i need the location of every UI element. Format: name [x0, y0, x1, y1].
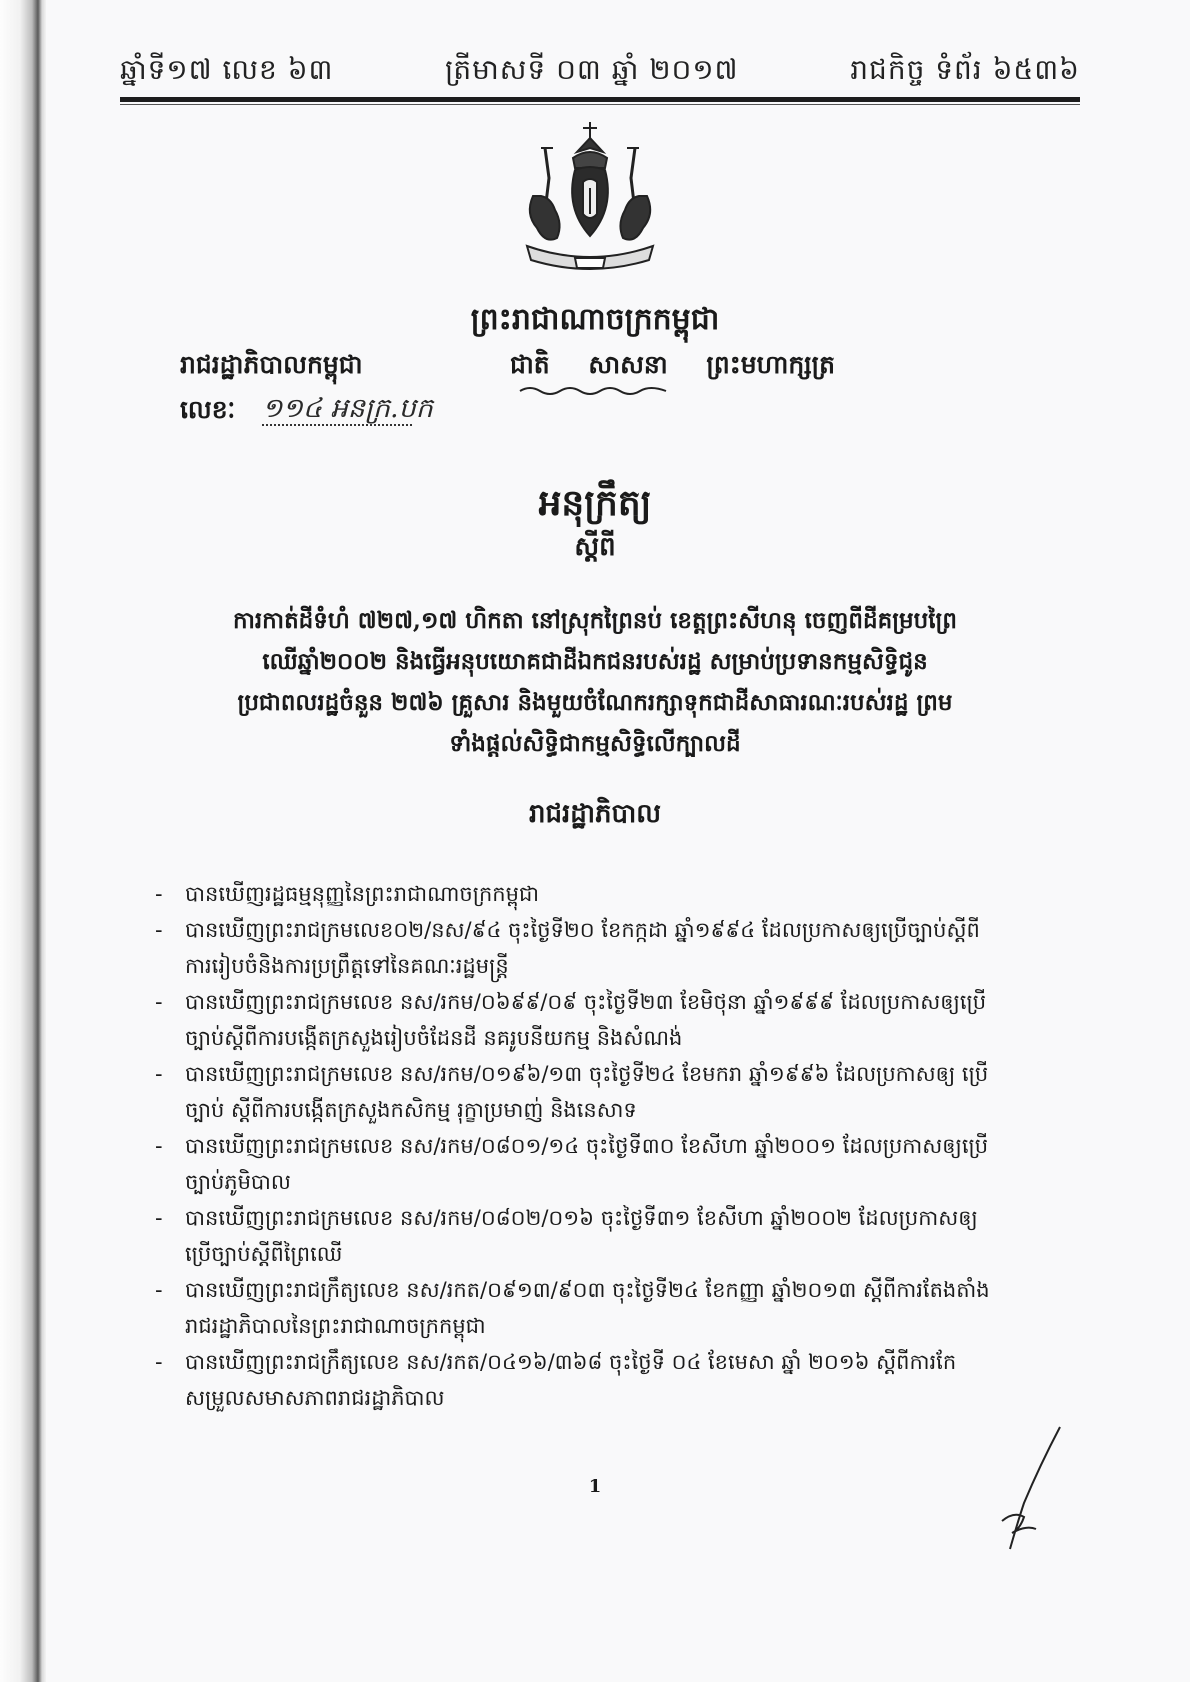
list-item: - បានឃើញព្រះរាជក្រមលេខ០២/នស/៩៤ ចុះថ្ងៃទី២០ ខែកក្កដា ឆ្នាំ១៩៩៤ ដែលប្រកាសឲ្យប្រើច្បាប់ស្តីពី ការរៀបចំនិងការប្រព្រឹត្តទៅនៃគណៈរដ្ឋមន្ត្រី — [155, 918, 980, 978]
document-title: អនុក្រឹត្យ — [538, 482, 652, 524]
gazette-header — [120, 52, 1080, 92]
subject-line: ឈើឆ្នាំ២០០២ និងធ្វើអនុបយោគជាដីឯកជនរបស់រដ្ឋ សម្រាប់ប្រទានកម្មសិទ្ធិជូន — [262, 648, 928, 675]
considerations-list — [155, 876, 1050, 1416]
list-item: - បានឃើញព្រះរាជក្រឹត្យលេខ នស/រកត/០៤១៦/៣៦៨ ចុះថ្ងៃទី ០៤ ខែមេសា ឆ្នាំ ២០១៦ ស្តីពីការកែ សម្រួលសមាសភាពរាជរដ្ឋាភិបាល — [155, 1350, 957, 1410]
motto-flourish — [518, 384, 668, 398]
gazette-year-issue: ឆ្នាំទី១៧ លេខ ៦៣ — [120, 53, 334, 86]
scan-binding-shadow — [0, 0, 46, 1682]
kingdom-name: ព្រះរាជាណាចក្រកម្ពុជា — [470, 302, 720, 337]
list-item: - បានឃើញព្រះរាជក្រមលេខ នស/រកម/០៨០១/១៤ ចុះថ្ងៃទី៣០ ខែសីហា ឆ្នាំ២០០១ ដែលប្រកាសឲ្យប្រើ ច្បាប់ភូមិបាល — [155, 1134, 989, 1194]
list-item: - បានឃើញព្រះរាជក្រមលេខ នស/រកម/០៨០២/០១៦ ចុះថ្ងៃទី៣១ ខែសីហា ឆ្នាំ២០០២ ដែលប្រកាសឲ្យ ប្រើច្បាប់ស្តីពីព្រៃឈើ — [155, 1206, 978, 1266]
list-item: - បានឃើញព្រះរាជក្រមលេខ នស/រកម/០១៩៦/១៣ ចុះថ្ងៃទី២៤ ខែមករា ឆ្នាំ១៩៩៦ ដែលប្រកាសឲ្យ ប្រើ ច្បាប់ ស្តីពីការបង្កើតក្រសួងកសិកម្ម រុក្ខាប្រមាញ់ និងនេសាទ — [155, 1062, 989, 1122]
subject-line: ទាំងផ្តល់សិទ្ធិជាកម្មសិទ្ធិលើក្បាលដី — [449, 730, 741, 757]
subject-line: ការកាត់ដីទំហំ ៧២៧,១៧ ហិកតា នៅស្រុកព្រៃនប់ ខេត្តព្រះសីហនុ ចេញពីដីគម្របព្រៃ — [232, 607, 957, 634]
page-number: 1 — [588, 1476, 602, 1497]
list-item: - បានឃើញរដ្ឋធម្មនុញ្ញនៃព្រះរាជាណាចក្រកម្ពុជា — [155, 882, 539, 906]
list-item: - បានឃើញព្រះរាជក្រឹត្យលេខ នស/រកត/០៩១៣/៩០៣ ចុះថ្ងៃទី២៤ ខែកញ្ញា ឆ្នាំ២០១៣ ស្តីពីការតែងតាំង រាជរដ្ឋាភិបាលនៃព្រះរាជាណាចក្រកម្ពុជា — [155, 1278, 990, 1338]
subject-line: ប្រជាពលរដ្ឋចំនួន ២៧៦ គ្រួសារ និងមួយចំណែករក្សាទុកជាដីសាធារណៈរបស់រដ្ឋ ព្រម — [237, 689, 953, 716]
government-name: រាជរដ្ឋាភិបាលកម្ពុជា — [180, 350, 363, 379]
gazette-date: ត្រីមាសទី ០៣ ឆ្នាំ ២០១៧ — [445, 53, 739, 86]
document-number-handwritten: ១១៤ អនក្រ.បក — [262, 393, 433, 424]
document-number-label: លេខៈ — [180, 395, 236, 424]
handwritten-signature — [990, 1425, 1070, 1555]
list-item: - បានឃើញព្រះរាជក្រមលេខ នស/រកម/០៦៩៩/០៩ ចុះថ្ងៃទី២៣ ខែមិថុនា ឆ្នាំ១៩៩៩ ដែលប្រកាសឲ្យប្រើ ច្បាប់ស្តីពីការបង្កើតក្រសួងរៀបចំដែនដី នគរូបនីយកម្ម និងសំណង់ — [155, 990, 987, 1050]
document-subtitle: ស្តីពី — [574, 532, 616, 562]
document-subject — [155, 600, 1035, 764]
national-motto: ជាតិ សាសនា ព្រះមហាក្សត្រ — [510, 350, 835, 379]
header-rule-thin — [120, 104, 1080, 105]
royal-arms-emblem — [515, 118, 665, 286]
council-heading: រាជរដ្ឋាភិបាល — [528, 799, 662, 829]
number-dotted-line — [262, 424, 412, 426]
header-rule — [120, 97, 1080, 102]
gazette-page: រាជកិច្ច ទំព័រ ៦៥៣៦ — [850, 53, 1080, 86]
